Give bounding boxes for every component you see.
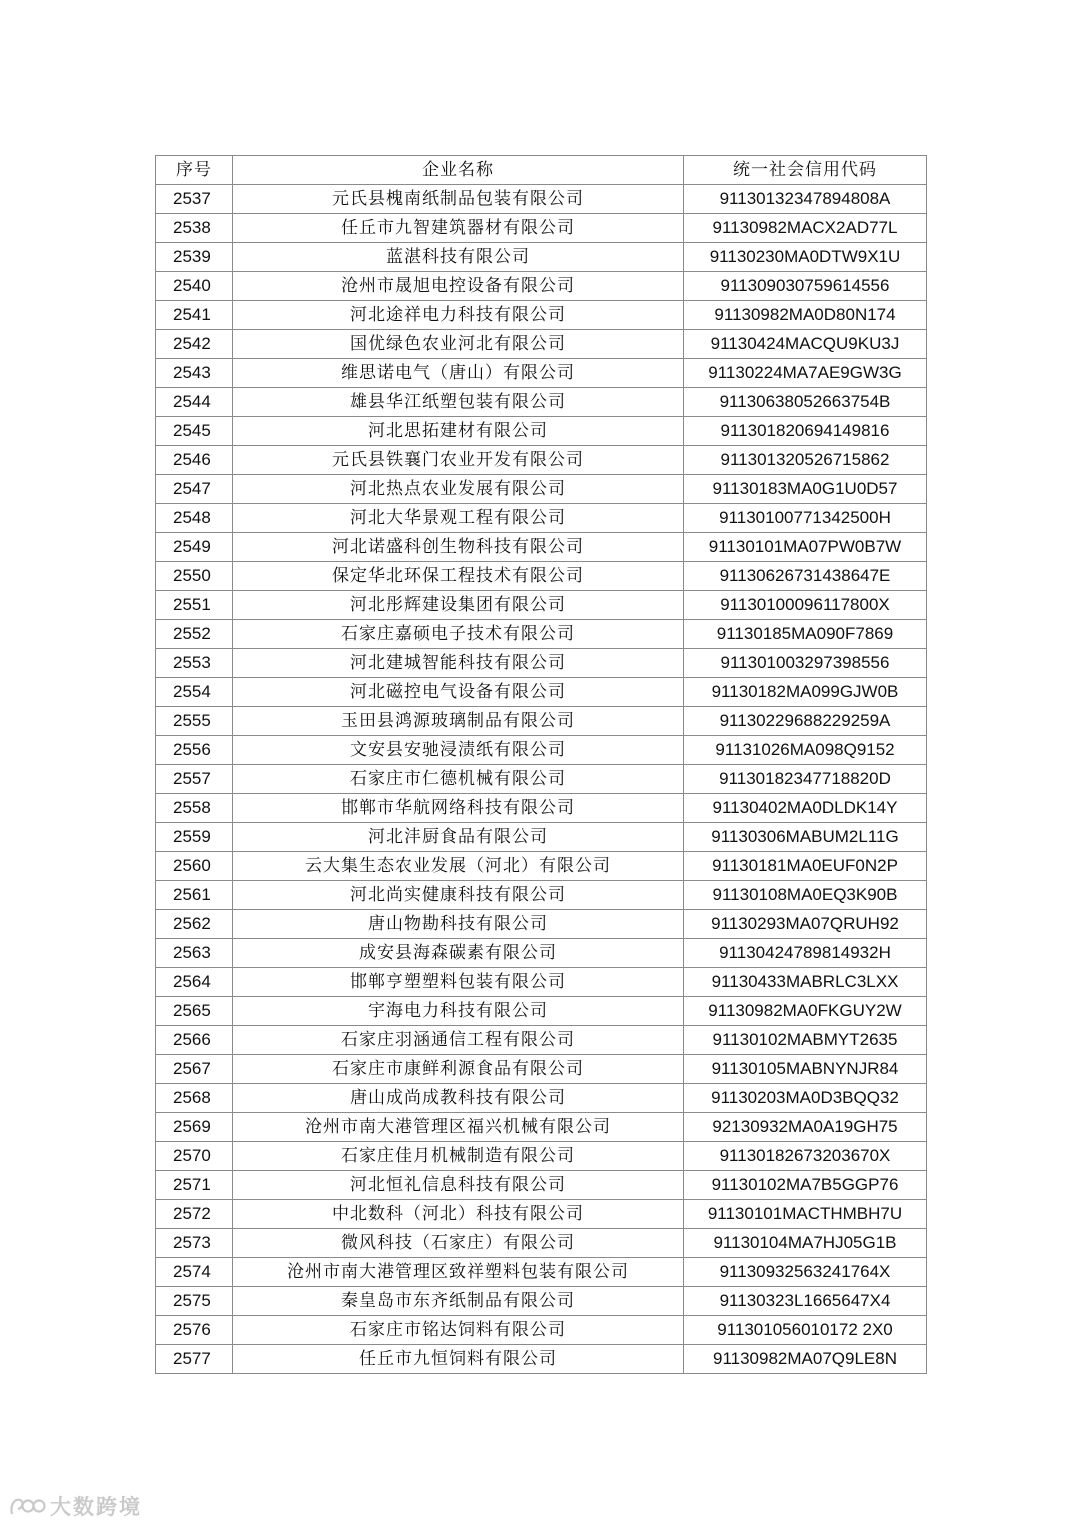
row-credit-code: 911301056010172 2X0 — [684, 1316, 927, 1345]
row-seq: 2542 — [156, 330, 233, 359]
watermark-logo — [8, 1491, 142, 1521]
row-seq: 2559 — [156, 823, 233, 852]
row-credit-code: 91130108MA0EQ3K90B — [684, 881, 927, 910]
row-seq: 2543 — [156, 359, 233, 388]
row-seq: 2539 — [156, 243, 233, 272]
row-company-name: 邯郸市华航网络科技有限公司 — [233, 794, 684, 823]
row-seq: 2548 — [156, 504, 233, 533]
table-row — [156, 1200, 927, 1229]
row-company-name: 国优绿色农业河北有限公司 — [233, 330, 684, 359]
table-row — [156, 214, 927, 243]
row-seq: 2552 — [156, 620, 233, 649]
row-company-name: 河北恒礼信息科技有限公司 — [233, 1171, 684, 1200]
row-credit-code: 91130424789814932H — [684, 939, 927, 968]
table-row — [156, 910, 927, 939]
row-company-name: 河北大华景观工程有限公司 — [233, 504, 684, 533]
table-row — [156, 1113, 927, 1142]
row-credit-code: 91130982MA07Q9LE8N — [684, 1345, 927, 1374]
table-row — [156, 185, 927, 214]
row-credit-code: 91130102MABMYT2635 — [684, 1026, 927, 1055]
row-credit-code: 91130183MA0G1U0D57 — [684, 475, 927, 504]
row-seq: 2564 — [156, 968, 233, 997]
row-seq: 2575 — [156, 1287, 233, 1316]
row-seq: 2545 — [156, 417, 233, 446]
row-company-name: 唐山物勘科技有限公司 — [233, 910, 684, 939]
table-row — [156, 649, 927, 678]
table-row — [156, 794, 927, 823]
row-credit-code: 91130182347718820D — [684, 765, 927, 794]
row-company-name: 成安县海森碳素有限公司 — [233, 939, 684, 968]
row-seq: 2550 — [156, 562, 233, 591]
row-seq: 2555 — [156, 707, 233, 736]
table-row — [156, 736, 927, 765]
table-row — [156, 243, 927, 272]
row-company-name: 唐山成尚成教科技有限公司 — [233, 1084, 684, 1113]
table-row — [156, 446, 927, 475]
row-company-name: 任丘市九智建筑器材有限公司 — [233, 214, 684, 243]
row-seq: 2576 — [156, 1316, 233, 1345]
row-credit-code: 91130101MA07PW0B7W — [684, 533, 927, 562]
row-seq: 2541 — [156, 301, 233, 330]
row-company-name: 云大集生态农业发展（河北）有限公司 — [233, 852, 684, 881]
row-credit-code: 91130433MABRLC3LXX — [684, 968, 927, 997]
row-credit-code: 91130932563241764X — [684, 1258, 927, 1287]
header-company-name: 企业名称 — [233, 156, 684, 185]
row-company-name: 邯郸亨塑塑料包装有限公司 — [233, 968, 684, 997]
table-row — [156, 330, 927, 359]
table-row — [156, 562, 927, 591]
row-seq: 2567 — [156, 1055, 233, 1084]
row-seq: 2569 — [156, 1113, 233, 1142]
row-seq: 2538 — [156, 214, 233, 243]
row-seq: 2546 — [156, 446, 233, 475]
row-company-name: 石家庄市铭达饲料有限公司 — [233, 1316, 684, 1345]
table-row — [156, 301, 927, 330]
row-company-name: 秦皇岛市东齐纸制品有限公司 — [233, 1287, 684, 1316]
row-credit-code: 91130102MA7B5GGP76 — [684, 1171, 927, 1200]
row-seq: 2551 — [156, 591, 233, 620]
row-seq: 2561 — [156, 881, 233, 910]
table-row — [156, 417, 927, 446]
row-credit-code: 91130203MA0D3BQQ32 — [684, 1084, 927, 1113]
row-seq: 2562 — [156, 910, 233, 939]
table-row — [156, 1316, 927, 1345]
row-seq: 2556 — [156, 736, 233, 765]
row-seq: 2553 — [156, 649, 233, 678]
row-company-name: 石家庄嘉硕电子技术有限公司 — [233, 620, 684, 649]
row-company-name: 石家庄市仁德机械有限公司 — [233, 765, 684, 794]
header-seq: 序号 — [156, 156, 233, 185]
brand-logo-icon — [8, 1494, 46, 1518]
row-credit-code: 91130306MABUM2L11G — [684, 823, 927, 852]
row-credit-code: 91130982MACX2AD77L — [684, 214, 927, 243]
row-company-name: 元氏县槐南纸制品包装有限公司 — [233, 185, 684, 214]
row-company-name: 保定华北环保工程技术有限公司 — [233, 562, 684, 591]
table-row — [156, 1229, 927, 1258]
row-company-name: 河北途祥电力科技有限公司 — [233, 301, 684, 330]
table-row — [156, 707, 927, 736]
row-credit-code: 91130105MABNYNJR84 — [684, 1055, 927, 1084]
row-credit-code: 91130230MA0DTW9X1U — [684, 243, 927, 272]
row-company-name: 任丘市九恒饲料有限公司 — [233, 1345, 684, 1374]
row-credit-code: 91130182MA099GJW0B — [684, 678, 927, 707]
table-row — [156, 678, 927, 707]
row-company-name: 河北尚实健康科技有限公司 — [233, 881, 684, 910]
table-row — [156, 765, 927, 794]
table-row — [156, 1258, 927, 1287]
table-row — [156, 359, 927, 388]
row-seq: 2572 — [156, 1200, 233, 1229]
row-credit-code: 911301320526715862 — [684, 446, 927, 475]
row-credit-code: 911301820694149816 — [684, 417, 927, 446]
table-row — [156, 620, 927, 649]
row-credit-code: 91130100771342500H — [684, 504, 927, 533]
table-row — [156, 997, 927, 1026]
row-seq: 2565 — [156, 997, 233, 1026]
table-row — [156, 852, 927, 881]
row-company-name: 沧州市南大港管理区福兴机械有限公司 — [233, 1113, 684, 1142]
row-seq: 2544 — [156, 388, 233, 417]
row-seq: 2557 — [156, 765, 233, 794]
row-credit-code: 911309030759614556 — [684, 272, 927, 301]
row-credit-code: 91130982MA0FKGUY2W — [684, 997, 927, 1026]
row-company-name: 玉田县鸿源玻璃制品有限公司 — [233, 707, 684, 736]
row-credit-code: 91130638052663754B — [684, 388, 927, 417]
table-row — [156, 1055, 927, 1084]
watermark-text: 大数跨境 — [50, 1495, 142, 1519]
header-row — [156, 156, 927, 185]
row-seq: 2560 — [156, 852, 233, 881]
table-row — [156, 1142, 927, 1171]
row-company-name: 维思诺电气（唐山）有限公司 — [233, 359, 684, 388]
row-credit-code: 91130182673203670X — [684, 1142, 927, 1171]
table-row — [156, 533, 927, 562]
row-company-name: 河北思拓建材有限公司 — [233, 417, 684, 446]
table-row — [156, 591, 927, 620]
row-company-name: 石家庄佳月机械制造有限公司 — [233, 1142, 684, 1171]
row-seq: 2570 — [156, 1142, 233, 1171]
table-row — [156, 1345, 927, 1374]
row-seq: 2577 — [156, 1345, 233, 1374]
row-credit-code: 91130424MACQU9KU3J — [684, 330, 927, 359]
table-row — [156, 968, 927, 997]
row-company-name: 河北彤辉建设集团有限公司 — [233, 591, 684, 620]
row-credit-code: 91130402MA0DLDK14Y — [684, 794, 927, 823]
table-row — [156, 388, 927, 417]
row-company-name: 石家庄羽涵通信工程有限公司 — [233, 1026, 684, 1055]
header-credit-code: 统一社会信用代码 — [684, 156, 927, 185]
row-credit-code: 91130224MA7AE9GW3G — [684, 359, 927, 388]
row-seq: 2540 — [156, 272, 233, 301]
table-row — [156, 881, 927, 910]
row-seq: 2573 — [156, 1229, 233, 1258]
table-row — [156, 1171, 927, 1200]
table-row — [156, 1084, 927, 1113]
row-company-name: 元氏县铁襄门农业开发有限公司 — [233, 446, 684, 475]
row-credit-code: 91131026MA098Q9152 — [684, 736, 927, 765]
table-row — [156, 272, 927, 301]
row-company-name: 河北沣厨食品有限公司 — [233, 823, 684, 852]
row-credit-code: 91130982MA0D80N174 — [684, 301, 927, 330]
row-company-name: 微风科技（石家庄）有限公司 — [233, 1229, 684, 1258]
row-seq: 2547 — [156, 475, 233, 504]
row-credit-code: 92130932MA0A19GH75 — [684, 1113, 927, 1142]
row-company-name: 蓝湛科技有限公司 — [233, 243, 684, 272]
row-credit-code: 91130185MA090F7869 — [684, 620, 927, 649]
row-company-name: 宇海电力科技有限公司 — [233, 997, 684, 1026]
row-credit-code: 91130132347894808A — [684, 185, 927, 214]
row-seq: 2537 — [156, 185, 233, 214]
table-row — [156, 939, 927, 968]
row-seq: 2574 — [156, 1258, 233, 1287]
row-credit-code: 91130293MA07QRUH92 — [684, 910, 927, 939]
table-body — [156, 185, 927, 1374]
row-company-name: 沧州市南大港管理区致祥塑料包装有限公司 — [233, 1258, 684, 1287]
row-company-name: 文安县安驰浸渍纸有限公司 — [233, 736, 684, 765]
row-credit-code: 91130100096117800X — [684, 591, 927, 620]
table-row — [156, 475, 927, 504]
table-row — [156, 1026, 927, 1055]
row-credit-code: 91130626731438647E — [684, 562, 927, 591]
row-credit-code: 91130104MA7HJ05G1B — [684, 1229, 927, 1258]
table-row — [156, 504, 927, 533]
row-seq: 2563 — [156, 939, 233, 968]
row-seq: 2566 — [156, 1026, 233, 1055]
row-seq: 2571 — [156, 1171, 233, 1200]
table-header — [156, 156, 927, 185]
row-credit-code: 91130229688229259A — [684, 707, 927, 736]
row-company-name: 石家庄市康鲜利源食品有限公司 — [233, 1055, 684, 1084]
row-company-name: 河北热点农业发展有限公司 — [233, 475, 684, 504]
row-company-name: 雄县华江纸塑包装有限公司 — [233, 388, 684, 417]
row-company-name: 沧州市晟旭电控设备有限公司 — [233, 272, 684, 301]
row-credit-code: 91130101MACTHMBH7U — [684, 1200, 927, 1229]
row-seq: 2558 — [156, 794, 233, 823]
row-seq: 2568 — [156, 1084, 233, 1113]
row-credit-code: 91130323L1665647X4 — [684, 1287, 927, 1316]
table-row — [156, 1287, 927, 1316]
company-table — [155, 155, 927, 1374]
row-company-name: 河北建城智能科技有限公司 — [233, 649, 684, 678]
row-seq: 2549 — [156, 533, 233, 562]
row-credit-code: 911301003297398556 — [684, 649, 927, 678]
row-credit-code: 91130181MA0EUF0N2P — [684, 852, 927, 881]
row-company-name: 河北磁控电气设备有限公司 — [233, 678, 684, 707]
table-row — [156, 823, 927, 852]
row-company-name: 河北诺盛科创生物科技有限公司 — [233, 533, 684, 562]
row-seq: 2554 — [156, 678, 233, 707]
row-company-name: 中北数科（河北）科技有限公司 — [233, 1200, 684, 1229]
